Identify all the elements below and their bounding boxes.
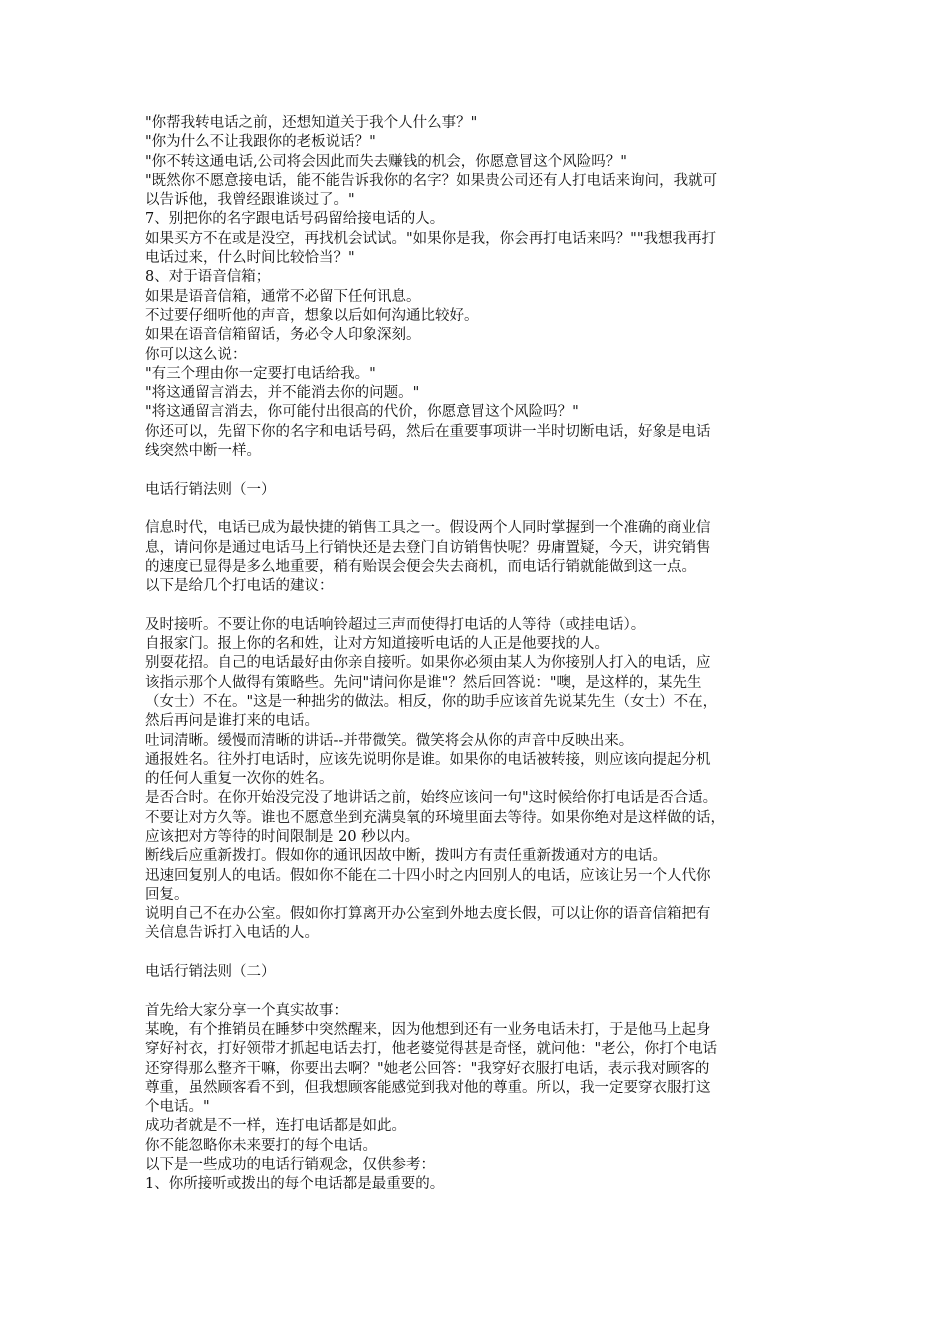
blank-line	[145, 982, 813, 1001]
text-line: 不要让对方久等。谁也不愿意坐到充满臭氧的环境里面去等待。如果你绝对是这样做的话，	[145, 809, 725, 826]
text-line: 以下是给几个打电话的建议：	[145, 578, 334, 595]
text-line: 电话过来，什么时间比较恰当？"	[145, 250, 355, 267]
text-line: "你帮我转电话之前，还想知道关于我个人什么事？"	[145, 115, 478, 131]
text-line: 穿好衬衣，打好领带才抓起电话去打，他老婆觉得甚是奇怪，就问他："老公，你打个电话	[145, 1041, 718, 1058]
text-line: "将这通留言消去，你可能付出很高的代价，你愿意冒这个风险吗？"	[145, 404, 579, 421]
text-line: （女士）不在。"这是一种拙劣的做法。相反，你的助手应该首先说某先生（女士）不在，	[145, 693, 718, 710]
text-line: 别耍花招。自己的电话最好由你亲自接听。如果你必须由某人为你接别人打入的电话，应	[145, 655, 711, 672]
text-line: 以告诉他，我曾经跟谁谈过了。"	[145, 192, 355, 209]
section-1-tips	[145, 616, 813, 944]
text-line: 如果买方不在或是没空，再找机会试试。"如果你是我，你会再打电话来吗？""我想我再打	[145, 230, 717, 247]
intro-section	[145, 114, 813, 461]
text-line: 自报家门。报上你的名和姓，让对方知道接听电话的人正是他要找的人。	[145, 636, 609, 653]
blank-line	[145, 500, 813, 519]
text-line: 1、你所接听或拨出的每个电话都是最重要的。	[145, 1176, 445, 1193]
text-line: 8、对于语音信箱；	[145, 269, 271, 286]
blank-line	[145, 461, 813, 480]
section-heading-2: 电话行销法则（二）	[145, 964, 276, 981]
text-line: 应该把对方等待的时间限制是 20 秒以内。	[145, 828, 420, 845]
text-line: 断线后应重新拨打。假如你的通讯因故中断，拨叫方有责任重新拨通对方的电话。	[145, 848, 667, 865]
text-line: "你不转这通电话,公司将会因此而失去赚钱的机会，你愿意冒这个风险吗？"	[145, 153, 627, 170]
text-line: 迅速回复别人的电话。假如你不能在二十四小时之内回别人的电话，应该让另一个人代你	[145, 867, 711, 884]
text-line: 还穿得那么整齐干嘛，你要出去啊？"她老公回答："我穿好衣服打电话，表示我对顾客的	[145, 1060, 710, 1077]
text-line: 尊重，虽然顾客看不到，但我想顾客能感觉到我对他的尊重。所以，我一定要穿衣服打这	[145, 1079, 711, 1096]
text-line: 通报姓名。往外打电话时，应该先说明你是谁。如果你的电话被转接，则应该向提起分机	[145, 751, 711, 768]
text-line: 如果在语音信箱留话，务必令人印象深刻。	[145, 327, 421, 344]
text-line: 不过要仔细听他的声音，想象以后如何沟通比较好。	[145, 307, 479, 324]
text-line: 然后再问是谁打来的电话。	[145, 713, 319, 730]
text-line: 息，请问你是通过电话马上行销快还是去登门自访销售快呢？毋庸置疑，今天，讲究销售	[145, 539, 711, 556]
text-line: 个电话。"	[145, 1099, 210, 1116]
text-line: 你可以这么说：	[145, 346, 247, 363]
text-line: "既然你不愿意接电话，能不能告诉我你的名字？如果贵公司还有人打电话来询问，我就可	[145, 172, 718, 189]
text-line: 及时接听。不要让你的电话响铃超过三声而使得打电话的人等待（或挂电话）。	[145, 616, 646, 633]
text-line: 你不能忽略你未来要打的每个电话。	[145, 1137, 377, 1154]
text-line: 的速度已显得是多么地重要，稍有贻误会便会失去商机，而电话行销就能做到这一点。	[145, 558, 696, 575]
text-line: "有三个理由你一定要打电话给我。"	[145, 365, 376, 382]
text-line: 回复。	[145, 886, 189, 903]
text-line: 某晚，有个推销员在睡梦中突然醒来，因为他想到还有一业务电话未打，于是他马上起身	[145, 1021, 711, 1038]
text-line: 首先给大家分享一个真实故事：	[145, 1002, 348, 1019]
blank-line	[145, 944, 813, 963]
section-2-body	[145, 1002, 813, 1195]
text-line: 吐词清晰。缓慢而清晰的讲话--并带微笑。微笑将会从你的声音中反映出来。	[145, 732, 634, 749]
section-heading-1: 电话行销法则（一）	[145, 481, 276, 498]
text-line: 线突然中断一样。	[145, 443, 261, 460]
text-line: "将这通留言消去，并不能消去你的问题。"	[145, 385, 420, 402]
text-line: 成功者就是不一样，连打电话都是如此。	[145, 1118, 406, 1135]
section-1-intro	[145, 519, 813, 596]
text-line: "你为什么不让我跟你的老板说话？"	[145, 134, 376, 151]
text-line: 7、别把你的名字跟电话号码留给接电话的人。	[145, 211, 445, 228]
text-line: 是否合时。在你开始没完没了地讲话之前，始终应该问一句"这时候给你打电话是否合适。	[145, 790, 718, 807]
text-line: 以下是一些成功的电话行销观念，仅供参考：	[145, 1157, 435, 1174]
text-line: 你还可以，先留下你的名字和电话号码，然后在重要事项讲一半时切断电话，好象是电话	[145, 423, 711, 440]
text-line: 说明自己不在办公室。假如你打算离开办公室到外地去度长假，可以让你的语音信箱把有	[145, 906, 711, 923]
text-line: 如果是语音信箱，通常不必留下任何讯息。	[145, 288, 421, 305]
blank-line	[145, 596, 813, 615]
document-page	[145, 114, 813, 1195]
text-line: 的任何人重复一次你的姓名。	[145, 771, 334, 788]
text-line: 信息时代，电话已成为最快捷的销售工具之一。假设两个人同时掌握到一个准确的商业信	[145, 520, 711, 537]
text-line: 该指示那个人做得有策略些。先问"请问你是谁"？然后回答说："噢，是这样的，某先生	[145, 674, 702, 691]
text-line: 关信息告诉打入电话的人。	[145, 925, 319, 942]
